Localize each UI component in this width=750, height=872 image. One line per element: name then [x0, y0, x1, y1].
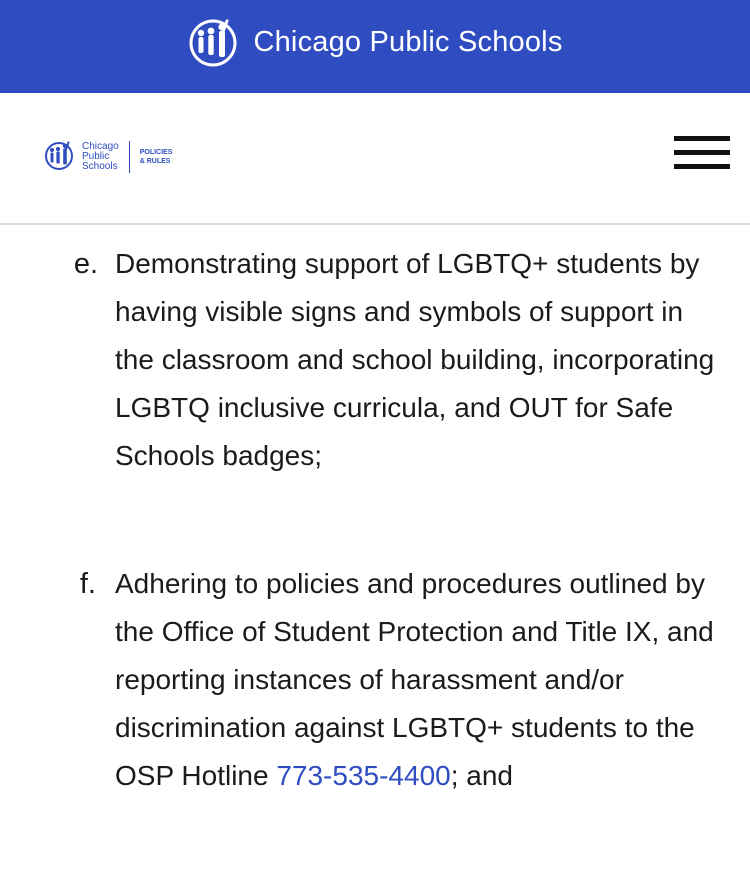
menu-bar	[674, 136, 730, 141]
policies-logo-link[interactable]	[44, 139, 172, 175]
menu-bar	[674, 150, 730, 155]
logo-divider	[129, 141, 130, 173]
site-header	[0, 93, 750, 225]
list-item-text-before: Adhering to policies and procedures outlined by the Office of Student Protection and Title IX, and reporting instances of harassment and/or discrimination against LGBTQ+ students to the OSP Hotline	[115, 568, 714, 791]
hamburger-menu-icon[interactable]	[674, 136, 730, 172]
top-banner	[0, 0, 750, 93]
osp-hotline-phone-link[interactable]: 773-535-4400	[276, 760, 451, 791]
list-marker: f.	[79, 568, 96, 600]
menu-bar	[674, 164, 730, 169]
list-item-text-after: ; and	[450, 760, 513, 791]
cps-logo-icon	[187, 15, 243, 71]
list-item-text	[115, 560, 715, 800]
list-marker: e.	[73, 248, 98, 280]
policies-rules-label: POLICIES & RULES	[139, 149, 173, 165]
policy-content	[0, 226, 750, 872]
cps-mini-logo-icon	[44, 139, 78, 175]
brand-name: Chicago Public Schools	[253, 26, 563, 58]
mini-logo-wordmark: Chicago Public Schools	[82, 141, 119, 172]
brand-logo-link[interactable]	[187, 15, 562, 71]
list-item-text: Demonstrating support of LGBTQ+ students by having visible signs and symbols of support in the classroom and school building, incorporating LGBTQ inclusive curricula, and OUT for Safe Schools badges;	[115, 248, 715, 471]
